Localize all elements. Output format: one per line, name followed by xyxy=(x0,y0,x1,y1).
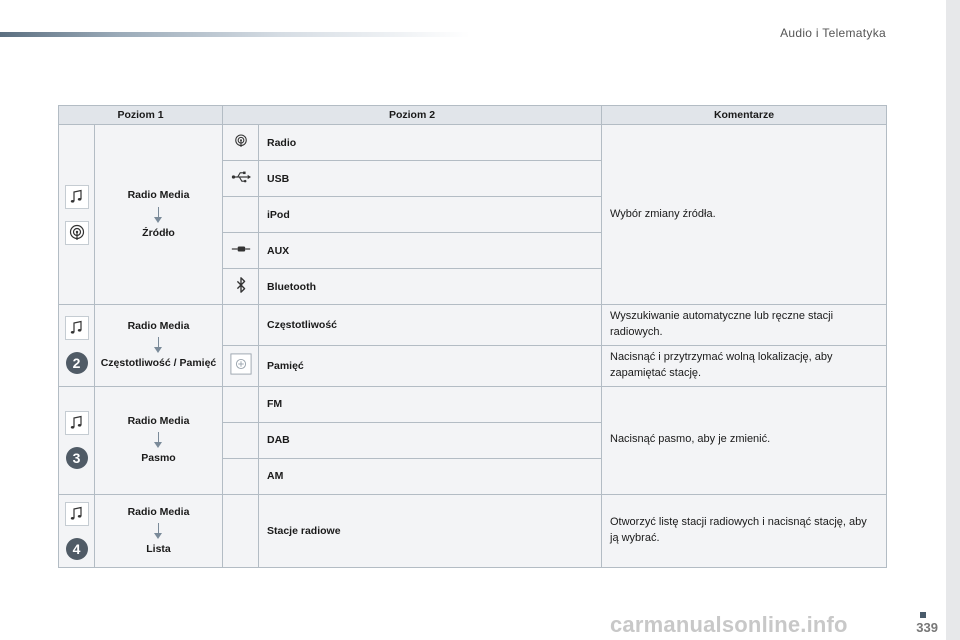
level2-label: AUX xyxy=(259,233,602,269)
arrow-down-icon xyxy=(154,523,163,539)
level2-icon-cell xyxy=(223,305,259,346)
level2-label: AM xyxy=(259,458,602,494)
table-header-row xyxy=(59,106,887,125)
music-note-icon xyxy=(65,502,89,526)
group4-level1 xyxy=(95,494,223,567)
level2-icon-cell xyxy=(223,161,259,197)
level2-label: Radio xyxy=(259,125,602,161)
step-badge: 4 xyxy=(66,538,88,560)
level1-top-label: Radio Media xyxy=(127,505,190,518)
level1-top-label: Radio Media xyxy=(127,320,190,333)
level1-bottom-label: Źródło xyxy=(142,226,175,239)
usb-icon xyxy=(231,170,251,184)
aux-icon xyxy=(231,244,251,254)
group3-comment: Nacisnąć pasmo, aby je zmienić. xyxy=(602,386,887,494)
group4-icons xyxy=(59,494,95,567)
level2-label: iPod xyxy=(259,197,602,233)
level1-bottom-label: Pasmo xyxy=(141,452,176,465)
level1-top-label: Radio Media xyxy=(127,189,190,202)
arrow-down-icon xyxy=(154,432,163,448)
step-badge: 3 xyxy=(66,447,88,469)
level2-icon-cell xyxy=(223,386,259,422)
level2-icon-cell xyxy=(223,125,259,161)
level2-icon-cell xyxy=(223,422,259,458)
bluetooth-icon xyxy=(235,276,247,294)
radio-icon xyxy=(65,221,89,245)
level2-label: Częstotliwość xyxy=(259,305,602,346)
page-edge-strip xyxy=(946,0,960,640)
arrow-down-icon xyxy=(154,337,163,353)
page-number: 339 xyxy=(916,612,938,635)
level2-icon-cell xyxy=(223,458,259,494)
level1-top-label: Radio Media xyxy=(127,415,190,428)
music-note-icon xyxy=(65,185,89,209)
table-row xyxy=(59,494,887,567)
level1-bottom-label: Częstotliwość / Pamięć xyxy=(100,357,217,370)
music-note-icon xyxy=(65,411,89,435)
level2-label: DAB xyxy=(259,422,602,458)
menu-table xyxy=(58,105,887,568)
group1-icons xyxy=(59,125,95,305)
section-title: Audio i Telematyka xyxy=(780,26,886,40)
group3-level1 xyxy=(95,386,223,494)
row-comment: Wyszukiwanie automatyczne lub ręczne stacji radiowych. xyxy=(602,305,887,346)
group4-comment: Otworzyć listę stacji radiowych i nacisnąć stację, aby ją wybrać. xyxy=(602,494,887,567)
memory-icon xyxy=(230,353,252,375)
radio-icon xyxy=(232,132,250,150)
level2-label: Pamięć xyxy=(259,345,602,386)
level2-icon-cell xyxy=(223,345,259,386)
row-comment: Nacisnąć i przytrzymać wolną lokalizację, aby zapamiętać stację. xyxy=(602,345,887,386)
header-comments: Komentarze xyxy=(602,106,887,125)
group2-icons xyxy=(59,305,95,387)
header-gradient-bar xyxy=(0,32,470,37)
group3-icons xyxy=(59,386,95,494)
group2-level1 xyxy=(95,305,223,387)
arrow-down-icon xyxy=(154,207,163,223)
level2-icon-cell xyxy=(223,494,259,567)
table-row xyxy=(59,386,887,422)
group1-comment: Wybór zmiany źródła. xyxy=(602,125,887,305)
level2-icon-cell xyxy=(223,233,259,269)
page-marker-icon xyxy=(920,612,926,618)
header-level1: Poziom 1 xyxy=(59,106,223,125)
level2-label: Bluetooth xyxy=(259,269,602,305)
level2-label: USB xyxy=(259,161,602,197)
table-row xyxy=(59,125,887,161)
level2-icon-cell xyxy=(223,197,259,233)
music-note-icon xyxy=(65,316,89,340)
table-row xyxy=(59,305,887,346)
watermark: carmanualsonline.info xyxy=(610,612,848,637)
level2-icon-cell xyxy=(223,269,259,305)
header-level2: Poziom 2 xyxy=(223,106,602,125)
group1-level1 xyxy=(95,125,223,305)
level2-label: FM xyxy=(259,386,602,422)
level1-bottom-label: Lista xyxy=(146,542,171,555)
step-badge: 2 xyxy=(66,352,88,374)
level2-label: Stacje radiowe xyxy=(259,494,602,567)
